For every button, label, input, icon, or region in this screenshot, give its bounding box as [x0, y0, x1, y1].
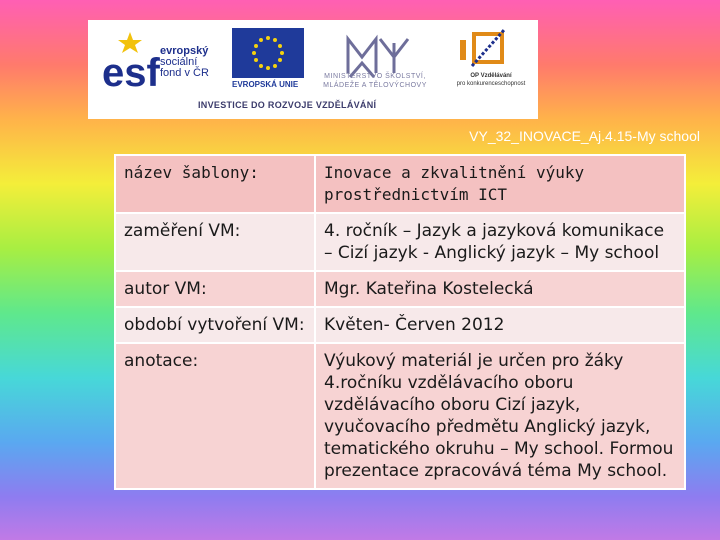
row-label: zaměření VM:: [115, 213, 315, 271]
msmt-label-line: MLÁDEŽE A TĚLOVÝCHOVY: [323, 82, 427, 89]
row-label: anotace:: [115, 343, 315, 489]
row-label: autor VM:: [115, 271, 315, 307]
logo-banner: [88, 20, 538, 119]
esf-mark: esf: [102, 51, 160, 90]
table-row: [115, 343, 685, 489]
esf-text-line: sociální: [160, 56, 198, 68]
metadata-table: [114, 154, 686, 490]
row-label: název šablony:: [115, 155, 315, 213]
msmt-label-line: MINISTERSTVO ŠKOLSTVÍ,: [324, 73, 426, 80]
op-label: [448, 72, 534, 88]
table-row: [115, 155, 685, 213]
row-value: Inovace a zkvalitnění výuky prostřednictvím ICT: [315, 155, 685, 213]
table-row: [115, 271, 685, 307]
eu-flag-icon: [232, 28, 304, 78]
op-label-line: OP Vzdělávání: [470, 73, 512, 79]
row-value: 4. ročník – Jazyk a jazyková komunikace – Cizí jazyk - Anglický jazyk – My school: [315, 213, 685, 271]
document-code: VY_32_INOVACE_Aj.4.15-My school: [469, 128, 700, 144]
investment-banner: INVESTICE DO ROZVOJE VZDĚLÁVÁNÍ: [198, 100, 377, 110]
op-label-line: pro konkurenceschopnost: [456, 81, 526, 87]
op-logo-icon: [458, 26, 518, 70]
row-value: Květen- Červen 2012: [315, 307, 685, 343]
row-label: období vytvoření VM:: [115, 307, 315, 343]
table-row: [115, 213, 685, 271]
esf-text: [160, 46, 209, 79]
esf-text-line: evropský: [160, 45, 209, 57]
table-row: [115, 307, 685, 343]
row-value: Mgr. Kateřina Kostelecká: [315, 271, 685, 307]
row-value: Výukový materiál je určen pro žáky 4.ročníku vzdělávacího oboru vzdělávacího oboru Cizí jazyk, vyučovacího předmětu Anglický jazyk, tematického okruhu – My school. Formou prezentace zpracovává téma My school.: [315, 343, 685, 489]
esf-text-line: fond v ČR: [160, 67, 209, 79]
msmt-label: [310, 72, 440, 90]
eu-label: EVROPSKÁ UNIE: [232, 80, 299, 89]
